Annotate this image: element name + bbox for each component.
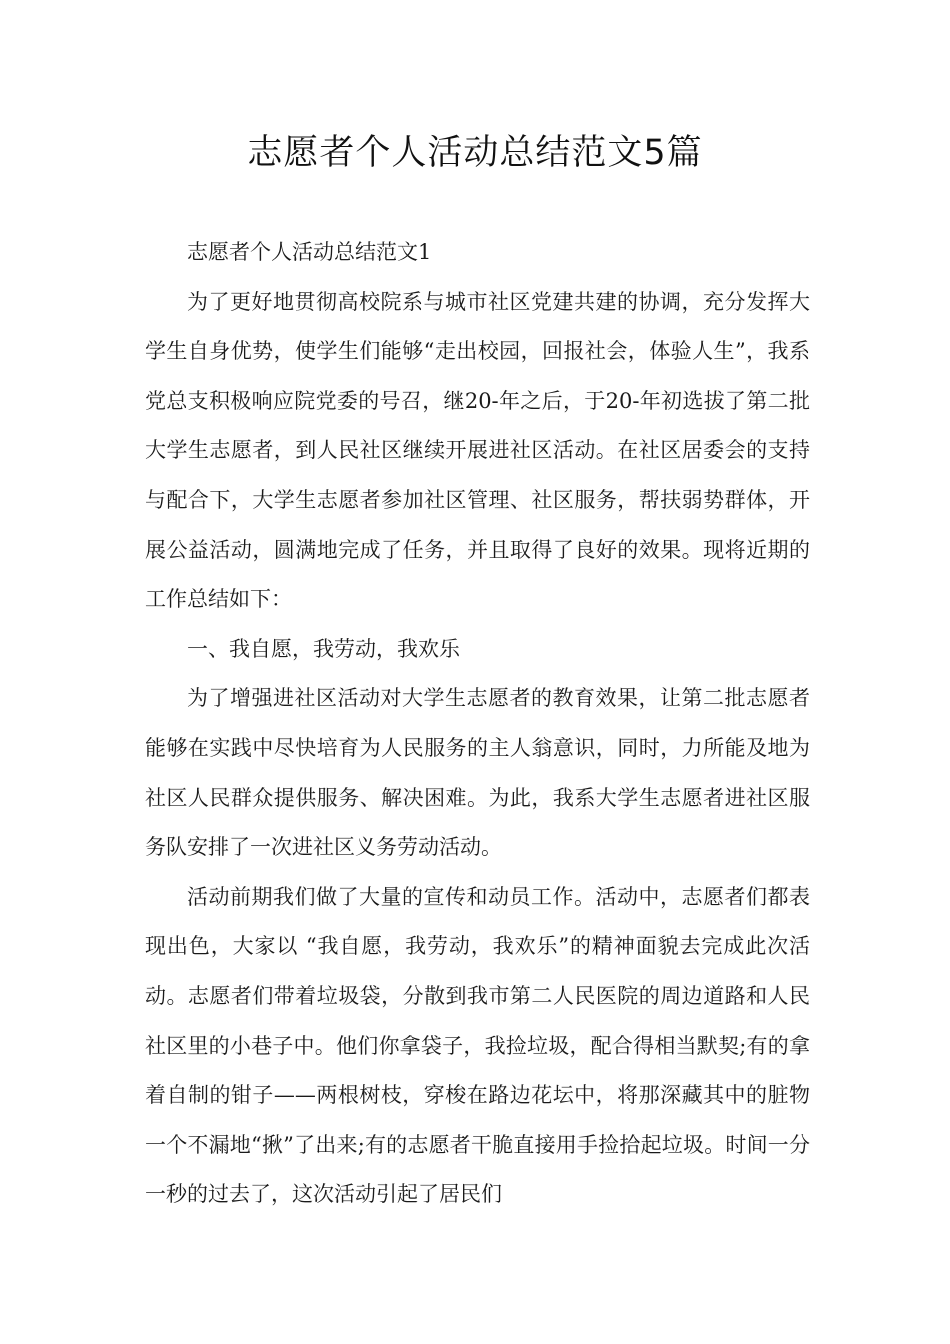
paragraph-intro: 为了更好地贯彻高校院系与城市社区党建共建的协调，充分发挥大学生自身优势，使学生们能够“走出校园，回报社会，体验人生”，我系党总支积极响应院党委的号召，继20-年之后，于20-年初选拔了第二批大学生志愿者，到人民社区继续开展进社区活动。在社区居委会的支持与配合下，大学生志愿者参加社区管理、社区服务，帮扶弱势群体，开展公益活动，圆满地完成了任务，并且取得了良好的效果。现将近期的工作总结如下： [145,289,810,612]
document-title: 志愿者个人活动总结范文5篇 [247,133,703,173]
subsection-heading-1: 一、我自愿，我劳动，我欢乐 [187,636,460,661]
paragraph-purpose: 为了增强进社区活动对大学生志愿者的教育效果，让第二批志愿者能够在实践中尽快培育为人民服务的主人翁意识，同时，力所能及地为社区人民群众提供服务、解决困难。为此，我系大学生志愿者进社区服务队安排了一次进社区义务劳动活动。 [145,686,810,860]
section-heading-1: 志愿者个人活动总结范文1 [187,240,432,264]
document-body [145,228,810,1220]
paragraph-activity: 活动前期我们做了大量的宣传和动员工作。活动中，志愿者们都表现出色，大家以 “我自愿，我劳动，我欢乐”的精神面貌去完成此次活动。志愿者们带着垃圾袋，分散到我市第二人民医院的周边道路和人民社区里的小巷子中。他们你拿袋子，我捡垃圾，配合得相当默契;有的拿着自制的钳子——两根树枝，穿梭在路边花坛中，将那深藏其中的脏物一个不漏地“揪”了出来;有的志愿者干脆直接用手捡拾起垃圾。时间一分一秒的过去了，这次活动引起了居民们 [145,884,810,1207]
